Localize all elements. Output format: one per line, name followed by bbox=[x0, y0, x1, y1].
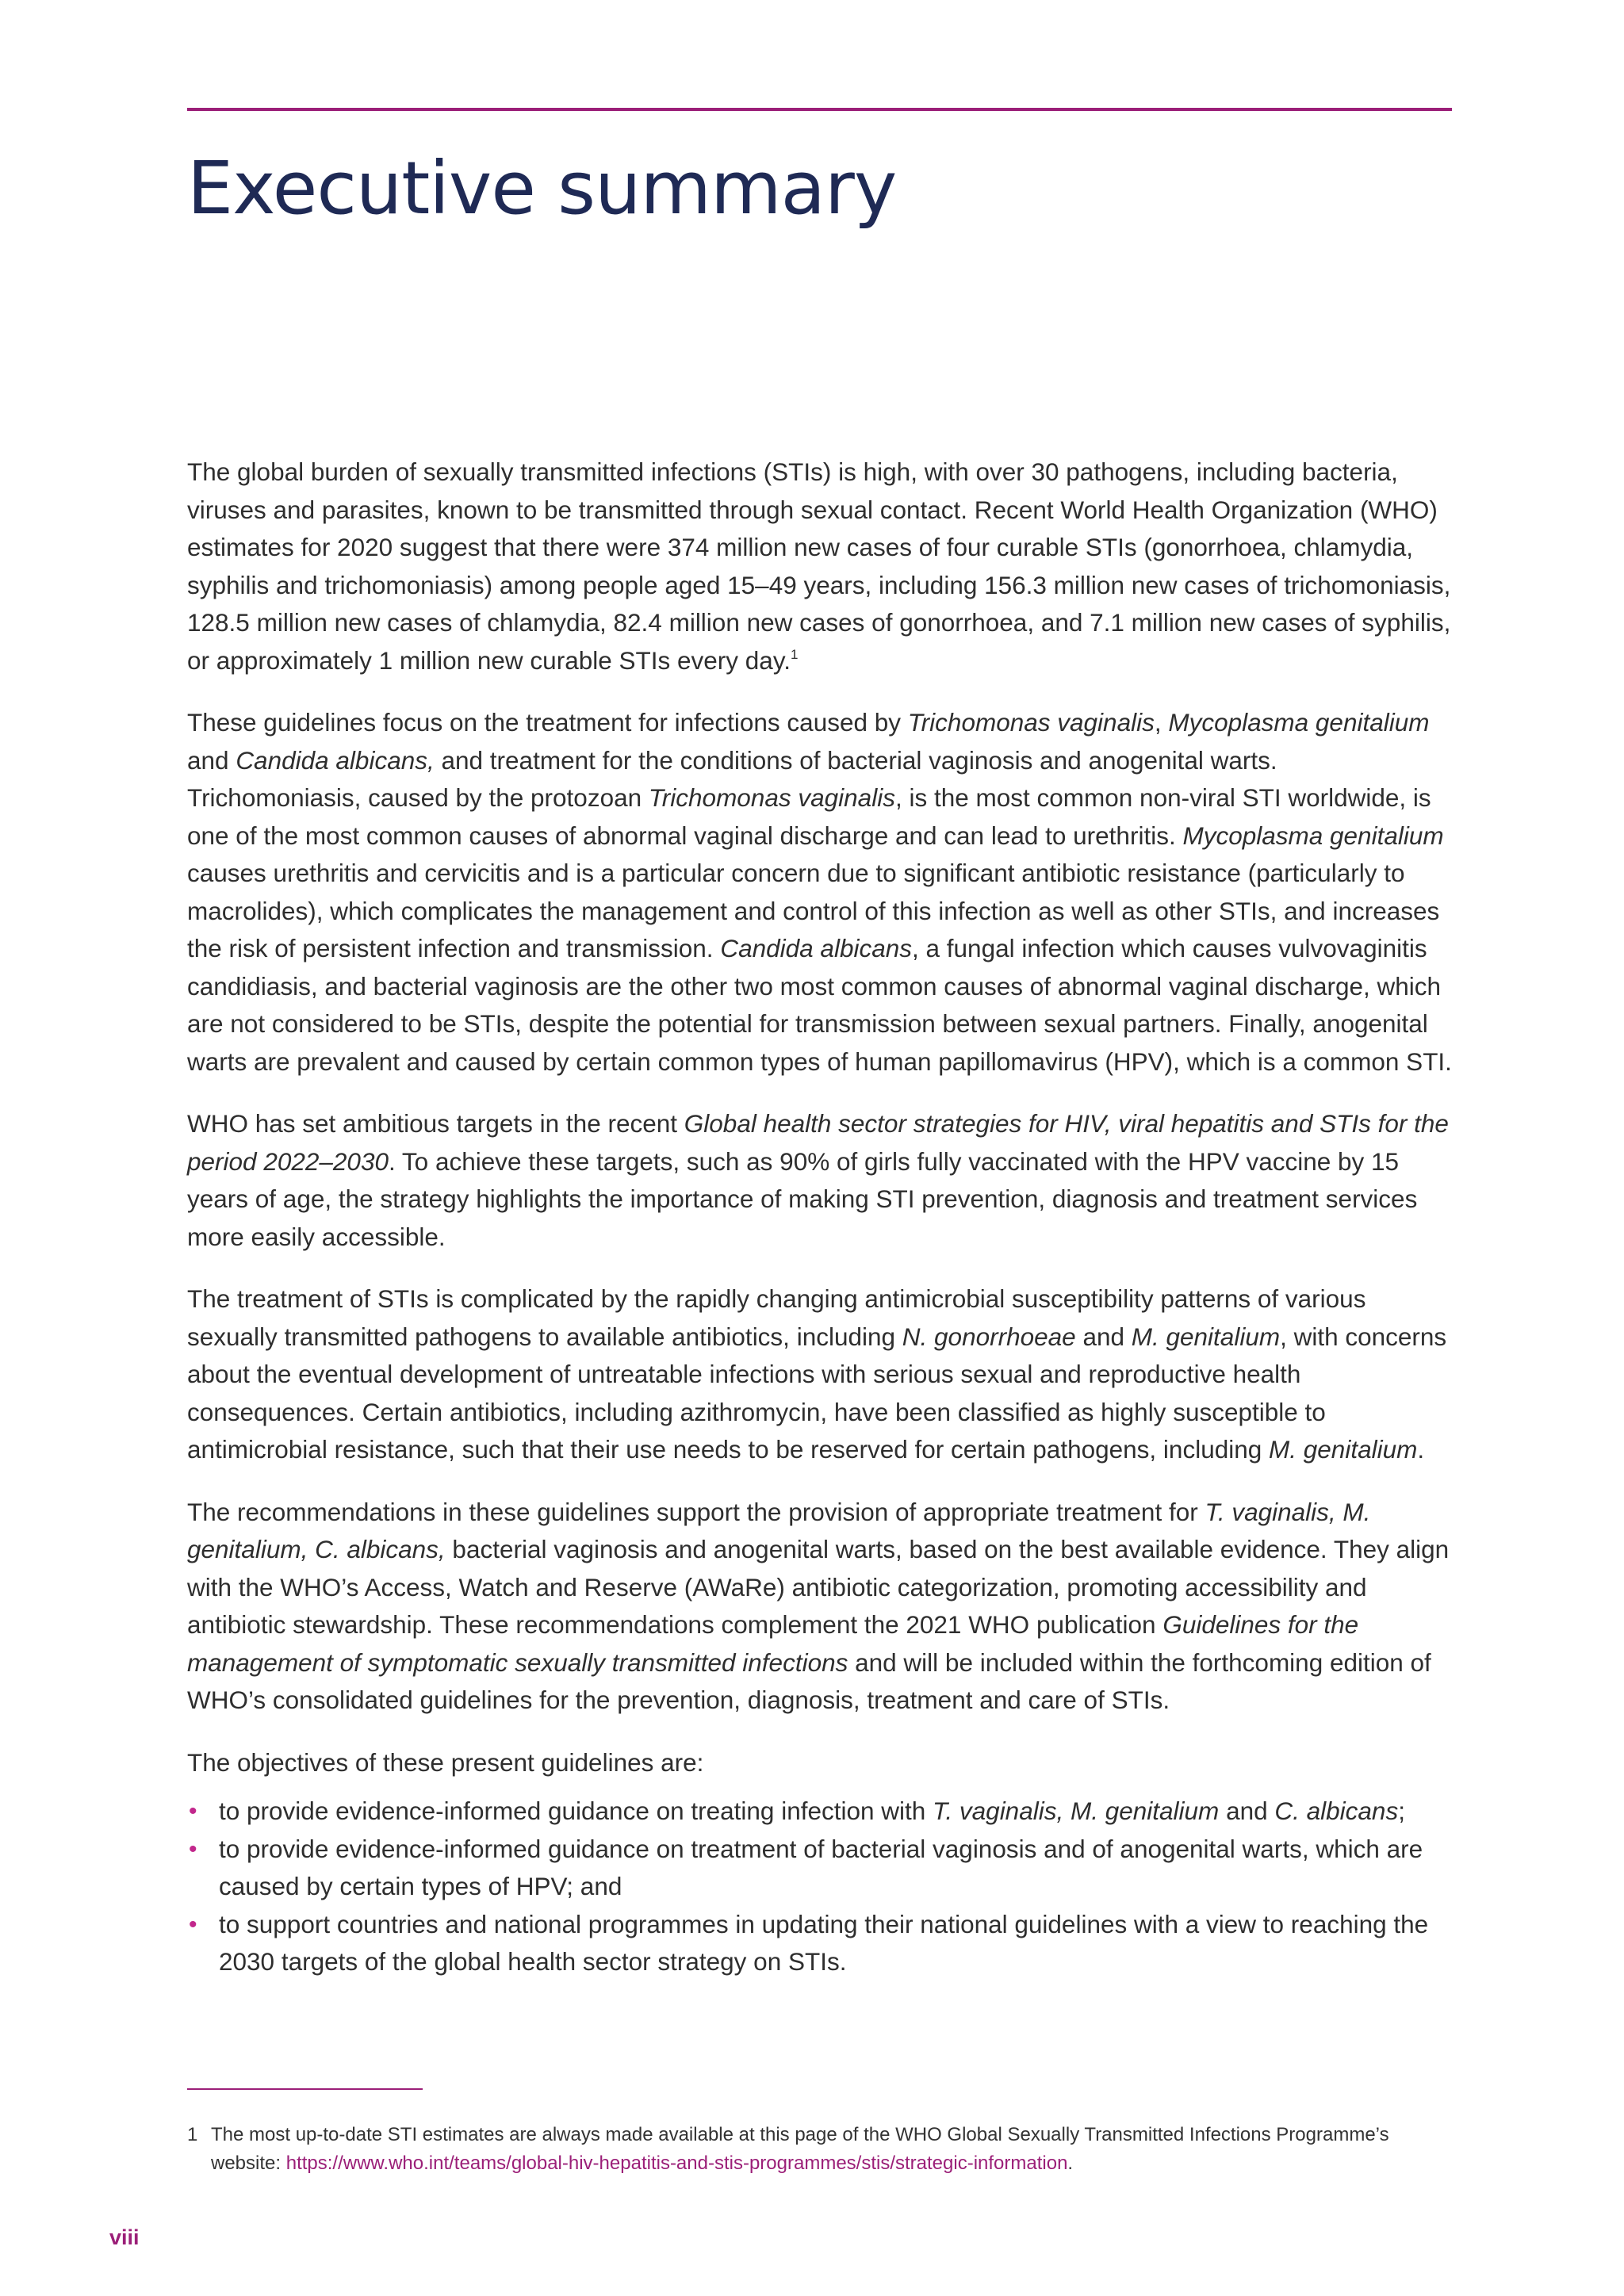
pathogen-name: C. albicans bbox=[1274, 1797, 1399, 1825]
paragraph-who-targets bbox=[187, 1105, 1456, 1256]
footnote-number: 1 bbox=[187, 2124, 198, 2145]
pathogen-name: Candida albicans bbox=[720, 934, 912, 962]
pathogen-name: N. gonorrhoeae bbox=[902, 1322, 1076, 1351]
pathogen-name: Mycoplasma genitalium bbox=[1168, 708, 1430, 737]
pathogen-name: Mycoplasma genitalium bbox=[1182, 821, 1444, 850]
text-segment: to provide evidence-informed guidance on treating infection with bbox=[219, 1797, 933, 1825]
publication-title: Global health sector strategies for HIV, viral hepatitis and STIs for the period 2022–2030 bbox=[187, 1109, 1449, 1176]
objective-item bbox=[187, 1831, 1456, 1906]
text-segment: and bbox=[1219, 1797, 1275, 1825]
footnote-reference[interactable]: 1 bbox=[790, 646, 799, 662]
footnote-body bbox=[211, 2121, 1456, 2178]
text-segment: WHO has set ambitious targets in the recent bbox=[187, 1109, 684, 1138]
publication-title: Guidelines for the management of symptomatic sexually transmitted infections bbox=[187, 1610, 1359, 1677]
text-segment: The recommendations in these guidelines support the provision of appropriate treatment for bbox=[187, 1497, 1205, 1526]
pathogen-name: Trichomonas vaginalis bbox=[907, 708, 1155, 737]
footnote-end: . bbox=[1067, 2152, 1074, 2174]
bullet-icon: • bbox=[189, 1911, 197, 1938]
text-segment: and treatment for the conditions of bacterial vaginosis and anogenital warts. Trichomoniasis, caused by the protozoan bbox=[187, 745, 1277, 812]
objective-item bbox=[187, 1793, 1456, 1831]
text-segment: , a fungal infection which causes vulvovaginitis candidiasis, and bacterial vaginosis are the other two most common causes of abnormal vaginal discharge, which are not considered to be STIs, despite the potential for transmission between sexual partners. Finally, anogenital warts are prevalent and caused by certain common types of human papillomavirus (HPV), which is a common STI. bbox=[187, 934, 1452, 1076]
footnote-separator bbox=[187, 2088, 423, 2090]
pathogen-name: M. genitalium bbox=[1131, 1322, 1281, 1351]
paragraph-antimicrobial-resistance bbox=[187, 1280, 1456, 1469]
footnote-text: The most up-to-date STI estimates are always made available at this page of the WHO Global Sexually Transmitted Infections Programme’s website: bbox=[211, 2124, 1389, 2174]
text-segment: bacterial vaginosis and anogenital warts, based on the best available evidence. They align with the WHO’s Access, Watch and Reserve (AWaRe) antibiotic categorization, promoting accessibility and antibiotic stewardship. These recommendations complement the 2021 WHO publication bbox=[187, 1535, 1450, 1639]
pathogen-name: Trichomonas vaginalis bbox=[648, 783, 895, 812]
text-segment: , is the most common non-viral STI worldwide, is one of the most common causes of abnormal vaginal discharge and can lead to urethritis. bbox=[187, 783, 1431, 850]
bullet-icon: • bbox=[189, 1835, 197, 1862]
objective-text: to provide evidence-informed guidance on treatment of bacterial vaginosis and of anogenital warts, which are caused by certain types of HPV; and bbox=[219, 1834, 1423, 1900]
text-segment: ; bbox=[1398, 1797, 1405, 1825]
body-text bbox=[187, 453, 1456, 1981]
page-title: Executive summary bbox=[187, 146, 897, 231]
text-segment: causes urethritis and cervicitis and is a particular concern due to significant antibiotic resistance (particularly to macrolides), which complicates the management and control of this infection as well as other STIs, and increases the risk of persistent infection and transmission. bbox=[187, 859, 1440, 962]
paragraph-objectives-intro: The objectives of these present guidelines are: bbox=[187, 1747, 704, 1777]
footnote-link[interactable]: https://www.who.int/teams/global-hiv-hepatitis-and-stis-programmes/stis/strategic-information bbox=[285, 2152, 1068, 2174]
text-segment: These guidelines focus on the treatment for infections caused by bbox=[187, 708, 908, 737]
paragraph-text: The global burden of sexually transmitted infections (STIs) is high, with over 30 pathogens, including bacteria, viruses and parasites, known to be transmitted through sexual contact. Recent World Health Organization (WHO) estimates for 2020 suggest that there were 374 million new cases of four curable STIs (gonorrhoea, chlamydia, syphilis and trichomoniasis) among people aged 15–49 years, including 156.3 million new cases of trichomoniasis, 128.5 million new cases of chlamydia, 82.4 million new cases of gonorrhoea, and 7.1 million new cases of syphilis, or approximately 1 million new curable STIs every day. bbox=[187, 457, 1451, 675]
paragraph-sti-burden bbox=[187, 453, 1456, 679]
pathogen-name: T. vaginalis, M. genitalium bbox=[933, 1797, 1220, 1825]
objective-text: to support countries and national programmes in updating their national guidelines with a view to reaching the 2030 targets of the global health sector strategy on STIs. bbox=[219, 1909, 1429, 1976]
paragraph-recommendations bbox=[187, 1494, 1456, 1720]
page-number: viii bbox=[109, 2225, 140, 2249]
objectives-list bbox=[187, 1793, 1456, 1981]
text-segment: , bbox=[1154, 708, 1169, 737]
header-rule bbox=[187, 108, 1452, 111]
text-segment: . To achieve these targets, such as 90% of girls fully vaccinated with the HPV vaccine by 15 years of age, the strategy highlights the importance of making STI prevention, diagnosis and treatment services more easily accessible. bbox=[187, 1146, 1418, 1251]
bullet-icon: • bbox=[189, 1798, 197, 1824]
text-segment: . bbox=[1417, 1435, 1425, 1464]
text-segment: and bbox=[187, 745, 236, 775]
footnote bbox=[187, 2121, 1456, 2178]
text-segment: and will be included within the forthcoming edition of WHO’s consolidated guidelines for the prevention, diagnosis, treatment and care of STIs. bbox=[187, 1647, 1431, 1714]
text-segment: and bbox=[1075, 1322, 1132, 1351]
pathogen-name: T. vaginalis, M. genitalium, C. albicans, bbox=[187, 1497, 1371, 1563]
pathogen-name: Candida albicans, bbox=[236, 745, 435, 775]
text-segment: , with concerns about the eventual development of untreatable infections with serious sexual and reproductive health consequences. Certain antibiotics, including azithromycin, have been classified as highly susceptible to antimicrobial resistance, such that their use needs to be reserved for certain pathogens, including bbox=[187, 1322, 1447, 1464]
objective-item bbox=[187, 1906, 1456, 1981]
paragraph-guideline-focus bbox=[187, 704, 1456, 1081]
text-segment: The treatment of STIs is complicated by the rapidly changing antimicrobial susceptibility patterns of various sexually transmitted pathogens to available antibiotics, including bbox=[187, 1284, 1366, 1351]
pathogen-name: M. genitalium bbox=[1269, 1435, 1418, 1464]
